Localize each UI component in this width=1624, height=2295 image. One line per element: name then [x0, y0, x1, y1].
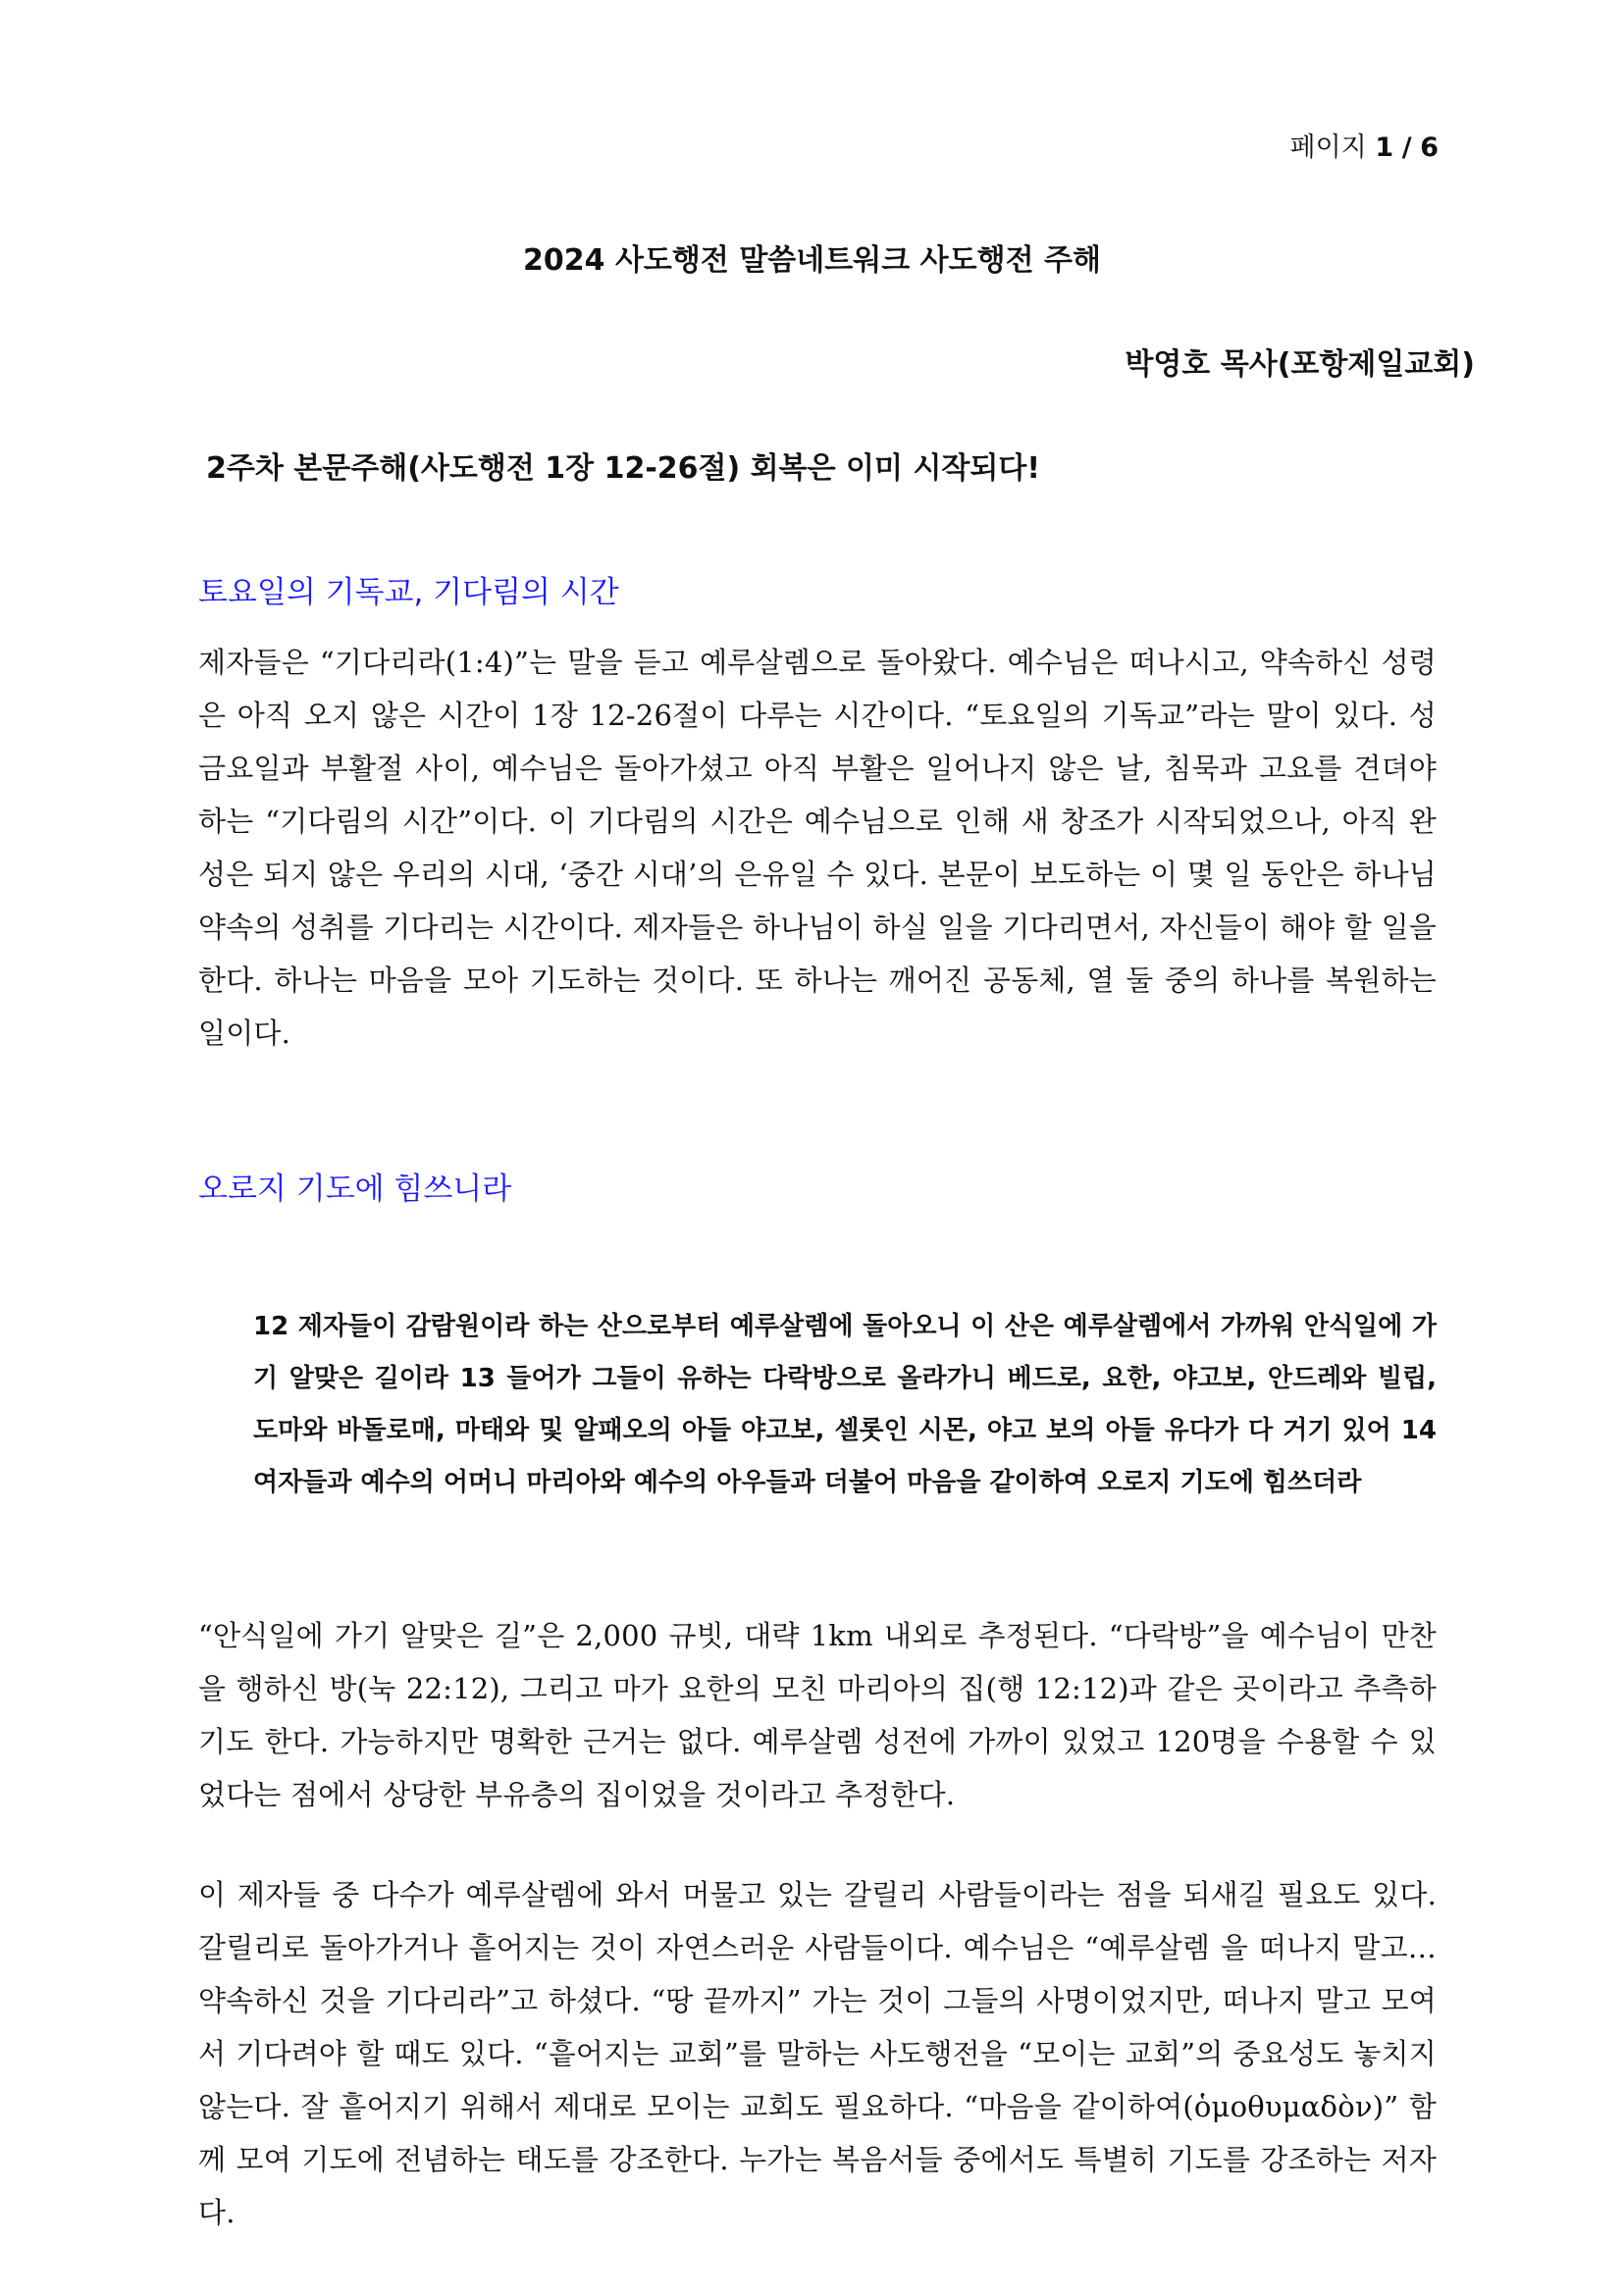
body-paragraph: “안식일에 가기 알맞은 길”은 2,000 규빗, 대략 1km 내외로 추정된다. “다락방”을 예수님이 만찬을 행하신 방(눅 22:12), 그리고 마가 요한의 모친 마리아의 집(행 12:12)과 같은 곳이라고 추측하기도 한다. 가능하지만 명확한 근거는 없다. 예루살렘 성전에 가까이 있었고 120명을 수용할 수 있었다는 점에서 상당한 부유층의 집이었을 것이라고 추정한다.	[198, 1619, 1437, 1811]
section-heading: 토요일의 기독교, 기다림의 시간	[198, 575, 619, 610]
page-number	[1290, 126, 1440, 164]
section-heading: 오로지 기도에 힘쓰니라	[198, 1172, 512, 1207]
document-title: 2024 사도행전 말씀네트워크 사도행전 주해	[523, 243, 1101, 278]
scripture-quote: 12 제자들이 감람원이라 하는 산으로부터 예루살렘에 돌아오니 이 산은 예루살렘에서 가까워 안식일에 가기 알맞은 길이라 13 들어가 그들이 유하는 다락방으로 올라가니 베드로, 요한, 야고보, 안드레와 빌립, 도마와 바돌로매, 마태와 및 알패오의 아들 야고보, 셀롯인 시몬, 야고 보의 아들 유다가 다 거기 있어 14 여자들과 예수의 어머니 마리아와 예수의 아우들과 더불어 마음을 같이하여 오로지 기도에 힘쓰더라	[253, 1312, 1437, 1497]
week-title: 2주차 본문주해(사도행전 1장 12-26절) 회복은 이미 시작되다!	[206, 451, 1041, 486]
page-total: 6	[1420, 132, 1439, 163]
author-line: 박영호 목사(포항제일교회)	[1125, 347, 1475, 382]
page-separator: /	[1401, 132, 1412, 163]
body-paragraph: 제자들은 “기다리라(1:4)”는 말을 듣고 예루살렘으로 돌아왔다. 예수님은 떠나시고, 약속하신 성령은 아직 오지 않은 시간이 1장 12-26절이 다루는 시간이다. “토요일의 기독교”라는 말이 있다. 성금요일과 부활절 사이, 예수님은 돌아가셨고 아직 부활은 일어나지 않은 날, 침묵과 고요를 견뎌야 하는 “기다림의 시간”이다. 이 기다림의 시간은 예수님으로 인해 새 창조가 시작되었으나, 아직 완성은 되지 않은 우리의 시대, ‘중간 시대’의 은유일 수 있다. 본문이 보도하는 이 몇 일 동안은 하나님 약속의 성취를 기다리는 시간이다. 제자들은 하나님이 하실 일을 기다리면서, 자신들이 해야 할 일을 한다. 하나는 마음을 모아 기도하는 것이다. 또 하나는 깨어진 공동체, 열 둘 중의 하나를 복원하는 일이다.	[198, 646, 1437, 1050]
page-current: 1	[1375, 132, 1394, 163]
page-label: 페이지	[1289, 132, 1367, 163]
body-paragraph: 이 제자들 중 다수가 예루살렘에 와서 머물고 있는 갈릴리 사람들이라는 점을 되새길 필요도 있다. 갈릴리로 돌아가거나 흩어지는 것이 자연스러운 사람들이다. 예수님은 “예루살렘 을 떠나지 말고… 약속하신 것을 기다리라”고 하셨다. “땅 끝까지” 가는 것이 그들의 사명이었지만, 떠나지 말고 모여서 기다려야 할 때도 있다. “흩어지는 교회”를 말하는 사도행전을 “모이는 교회”의 중요성도 놓치지 않는다. 잘 흩어지기 위해서 제대로 모이는 교회도 필요하다. “마음을 같이하여(ὁμοθυμαδὸν)” 함께 모여 기도에 전념하는 태도를 강조한다. 누가는 복음서들 중에서도 특별히 기도를 강조하는 저자다.	[198, 1878, 1437, 2229]
